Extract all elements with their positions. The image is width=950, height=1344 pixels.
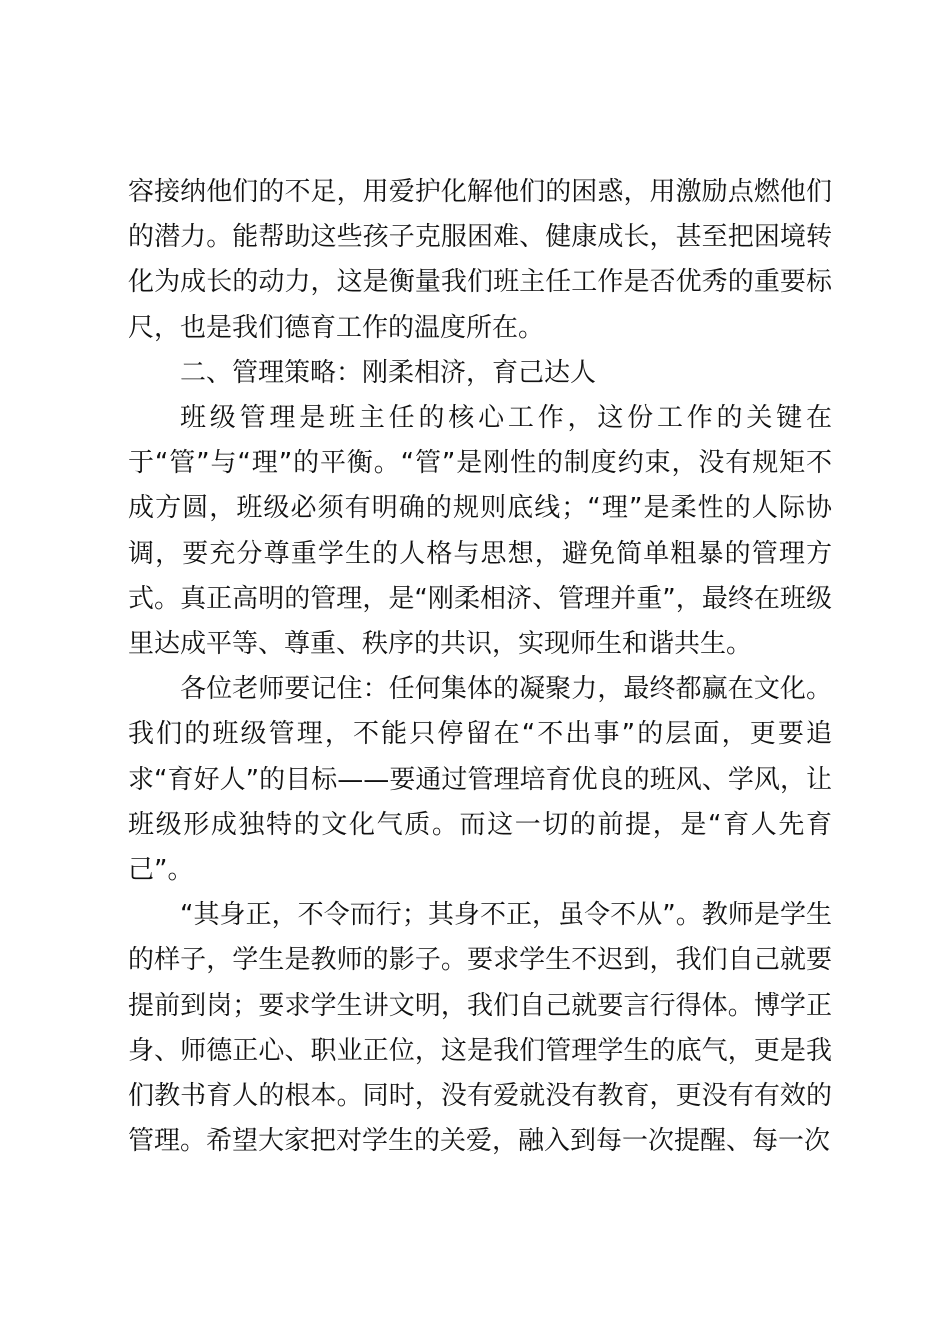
paragraph-role-model: “其身正，不令而行；其身不正，虽令不从”。教师是学生的样子，学生是教师的影子。要求学生不迟到，我们自己就要提前到岗；要求学生讲文明，我们自己就要言行得体。博学正身、师德正心、职业正位，这是我们管理学生的底气，更是我们教书育人的根本。同时，没有爱就没有教育，更没有有效的管理。希望大家把对学生的关爱，融入到每一次提醒、每一次	[128, 900, 832, 1157]
paragraph-culture: 各位老师要记住：任何集体的凝聚力，最终都赢在文化。我们的班级管理，不能只停留在“不出事”的层面，更要追求“育好人”的目标——要通过管理培育优良的班风、学风，让班级形成独特的文化气质。而这一切的前提，是“育人先育己”。	[128, 674, 832, 886]
paragraph-class-management: 班级管理是班主任的核心工作，这份工作的关键在于“管”与“理”的平衡。“管”是刚性的制度约束，没有规矩不成方圆，班级必须有明确的规则底线；“理”是柔性的人际协调，要充分尊重学生的人格与思想，避免简单粗暴的管理方式。真正高明的管理，是“刚柔相济、管理并重”，最终在班级里达成平等、尊重、秩序的共识，实现师生和谐共生。	[128, 403, 832, 660]
section-heading: 二、管理策略：刚柔相济，育己达人	[180, 357, 597, 388]
document-body	[128, 170, 832, 1164]
paragraph-continued: 容接纳他们的不足，用爱护化解他们的困惑，用激励点燃他们的潜力。能帮助这些孩子克服困难、健康成长，甚至把困境转化为成长的动力，这是衡量我们班主任工作是否优秀的重要标尺，也是我们德育工作的温度所在。	[128, 177, 832, 343]
